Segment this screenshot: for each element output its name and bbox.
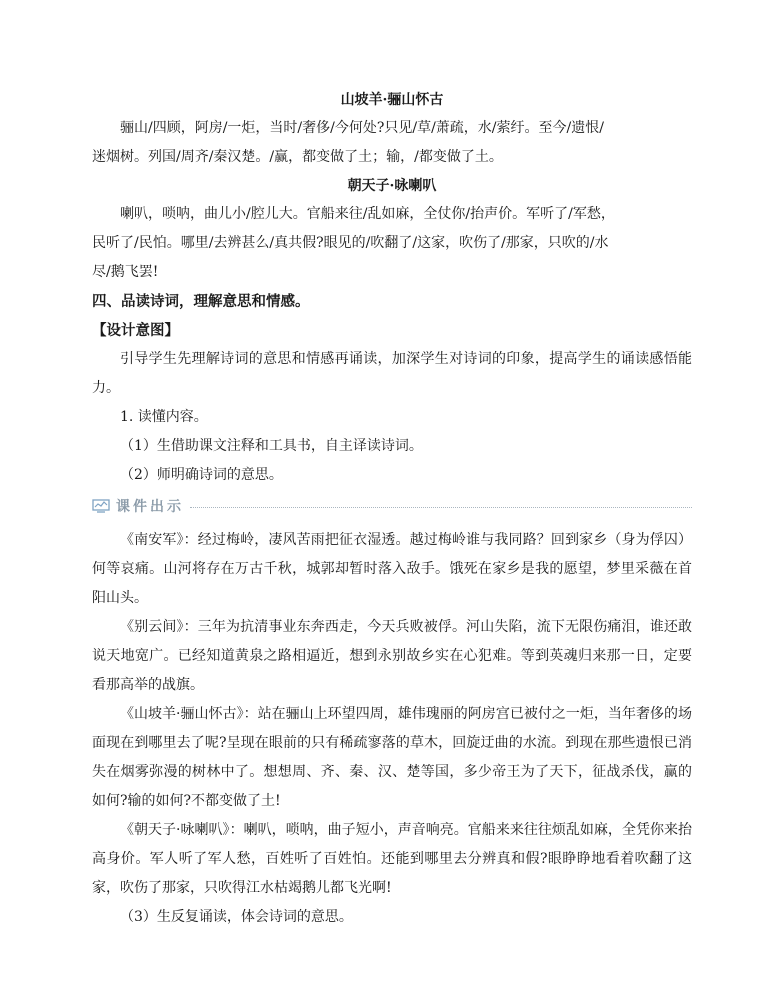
courseware-item-bieyunjian: 《别云间》：三年为抗清事业东奔西走，今天兵败被俘。河山失陷，流下无限伤痛泪，谁还敢说天地宽广。已经知道黄泉之路相逼近，想到永别故乡实在心犯难。等到英魂归来那一日，定要看那高举的战旗。 — [92, 619, 692, 693]
courseware-icon — [92, 499, 110, 513]
step-teacher-clarify: （2）师明确诗词的意思。 — [120, 467, 283, 483]
courseware-divider — [190, 507, 692, 508]
poem-line: 喇叭，唢呐，曲儿小/腔儿大。官船来往/乱如麻，全仗你/抬声价。军听了/军愁， — [120, 206, 615, 222]
courseware-item-nananjun: 《南安军》：经过梅岭，凄风苦雨把征衣湿透。越过梅岭谁与我同路？回到家乡（身为俘囚）何等哀痛。山河将存在万古千秋，城郭却暂时落入敌手。饿死在家乡是我的愿望，梦里采薇在首阳山头。 — [92, 532, 692, 606]
poem-line: 民听了/民怕。哪里/去辨甚么/真共假?眼见的/吹翻了/这家，吹伤了/那家，只吹的/水 — [92, 235, 609, 251]
section-heading: 四、品读诗词，理解意思和情感。 — [92, 293, 310, 310]
poem-line: 迷烟树。列国/周齐/秦汉楚。/赢，都变做了土；输，/都变做了土。 — [92, 149, 503, 165]
design-intent-label: 【设计意图】 — [92, 322, 179, 339]
courseware-header — [92, 492, 692, 520]
courseware-item-shanpoyang: 《山坡羊·骊山怀古》：站在骊山上环望四周，雄伟瑰丽的阿房宫已被付之一炬，当年奢侈的场面现在到哪里去了呢?呈现在眼前的只有稀疏寥落的草木，回旋迂曲的水流。到现在那些遗恨已消失在烟雾弥漫的树林中了。想想周、齐、秦、汉、楚等国，多少帝王为了天下，征战杀伐，赢的如何?输的如何?不都变做了土! — [92, 706, 692, 809]
step-read-content: 1. 读懂内容。 — [120, 409, 208, 425]
courseware-item-chaotianzi: 《朝天子·咏喇叭》：喇叭，唢呐，曲子短小，声音响亮。官船来来往往烦乱如麻，全凭你来抬高身价。军人听了军人愁，百姓听了百姓怕。还能到哪里去分辨真和假?眼睁睁地看着吹翻了这家，吹伤了那家，只吹得江水枯竭鹅儿都飞光啊! — [92, 822, 692, 896]
document-content — [92, 86, 692, 932]
poem-title-shanpoyang: 山坡羊·骊山怀古 — [340, 92, 444, 108]
step-repeat-recite: （3）生反复诵读，体会诗词的意思。 — [120, 909, 353, 925]
poem-title-chaotianzi: 朝天子·咏喇叭 — [347, 178, 437, 194]
poem-line: 尽/鹅飞罢! — [92, 264, 159, 280]
poem-line: 骊山/四顾，阿房/一炬，当时/奢侈/今何处?只见/草/萧疏，水/萦纡。至今/遗恨/ — [120, 120, 604, 136]
courseware-label: 课件出示 — [116, 499, 184, 515]
step-student-translate: （1）生借助课文注释和工具书，自主译读诗词。 — [120, 438, 423, 454]
design-intent-text: 引导学生先理解诗词的意思和情感再诵读，加深学生对诗词的印象，提高学生的诵读感悟能力。 — [92, 351, 692, 396]
